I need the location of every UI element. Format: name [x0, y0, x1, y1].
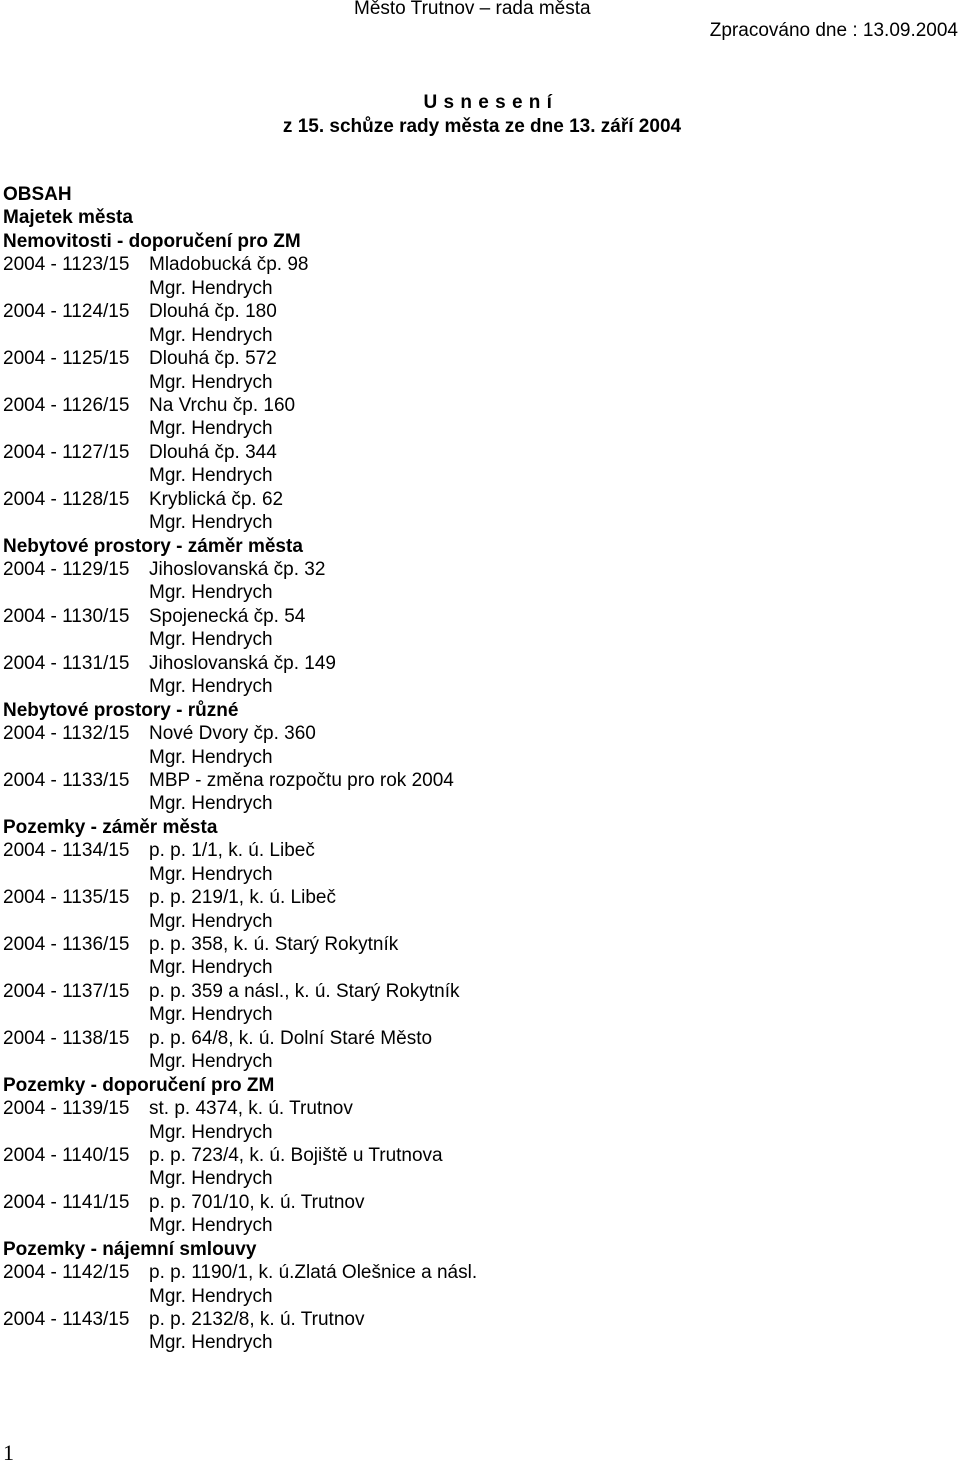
resolution-subject: p. p. 723/4, k. ú. Bojiště u Trutnova [149, 1144, 443, 1166]
resolution-number: 2004 - 1143/15 [3, 1309, 130, 1330]
toc-item [3, 558, 953, 581]
toc-group-heading: Pozemky - nájemní smlouvy [3, 1238, 257, 1260]
toc-group-heading: Nemovitosti - doporučení pro ZM [3, 230, 301, 252]
toc-item [3, 1261, 953, 1284]
toc-item [3, 722, 953, 745]
resolution-number: 2004 - 1132/15 [3, 723, 130, 745]
resolution-number: 2004 - 1139/15 [3, 1098, 130, 1120]
document-subtitle: z 15. schůze rady města ze dne 13. září 2004 [282, 116, 682, 137]
responsible-person: Mgr. Hendrych [149, 957, 273, 979]
responsible-person: Mgr. Hendrych [149, 277, 273, 299]
resolution-number: 2004 - 1141/15 [3, 1191, 130, 1213]
resolution-number: 2004 - 1135/15 [3, 887, 130, 909]
resolution-subject: Spojenecká čp. 54 [149, 605, 306, 627]
resolution-subject: Dlouhá čp. 344 [149, 441, 277, 463]
toc-item [3, 488, 953, 511]
toc-item [3, 605, 953, 628]
toc-heading: OBSAH [3, 184, 72, 205]
toc-item [3, 933, 953, 956]
resolution-subject: Mladobucká čp. 98 [149, 254, 309, 276]
responsible-person: Mgr. Hendrych [149, 1332, 273, 1354]
toc-item [3, 839, 953, 862]
resolution-number: 2004 - 1129/15 [3, 559, 130, 580]
toc-item [3, 441, 953, 464]
responsible-person: Mgr. Hendrych [149, 676, 273, 698]
toc-group-heading: Nebytové prostory - záměr města [3, 535, 303, 557]
toc-item [3, 886, 953, 909]
resolution-subject: p. p. 64/8, k. ú. Dolní Staré Město [149, 1027, 433, 1049]
resolution-subject: Dlouhá čp. 572 [149, 348, 277, 370]
responsible-person: Mgr. Hendrych [149, 1051, 273, 1073]
responsible-person: Mgr. Hendrych [149, 418, 273, 440]
resolution-number: 2004 - 1140/15 [3, 1144, 130, 1166]
resolution-subject: p. p. 358, k. ú. Starý Rokytník [149, 934, 399, 955]
resolution-number: 2004 - 1126/15 [3, 394, 130, 416]
resolution-number: 2004 - 1123/15 [3, 254, 130, 276]
resolution-number: 2004 - 1136/15 [3, 934, 130, 955]
toc-item [3, 394, 953, 417]
resolution-subject: p. p. 359 a násl., k. ú. Starý Rokytník [149, 980, 460, 1002]
document-title: U s n e s e n í [423, 92, 553, 113]
responsible-person: Mgr. Hendrych [149, 863, 273, 885]
responsible-person: Mgr. Hendrych [149, 1215, 273, 1237]
toc-item [3, 347, 953, 370]
toc-item [3, 769, 953, 792]
resolution-number: 2004 - 1124/15 [3, 301, 130, 323]
resolution-number: 2004 - 1130/15 [3, 605, 130, 627]
responsible-person: Mgr. Hendrych [149, 582, 273, 604]
processed-date: Zpracováno dne : 13.09.2004 [709, 20, 958, 41]
responsible-person: Mgr. Hendrych [149, 1121, 273, 1143]
resolution-subject: Na Vrchu čp. 160 [149, 394, 296, 416]
resolution-number: 2004 - 1133/15 [3, 769, 130, 791]
resolution-number: 2004 - 1138/15 [3, 1027, 130, 1049]
toc-item [3, 652, 953, 675]
page-number: 1 [3, 1440, 14, 1465]
resolution-number: 2004 - 1125/15 [3, 348, 130, 370]
toc-groups [3, 230, 953, 1355]
resolution-subject: Jihoslovanská čp. 32 [149, 559, 326, 580]
resolution-number: 2004 - 1131/15 [3, 652, 130, 674]
responsible-person: Mgr. Hendrych [149, 910, 273, 932]
responsible-person: Mgr. Hendrych [149, 746, 273, 768]
resolution-subject: MBP - změna rozpočtu pro rok 2004 [149, 769, 454, 791]
toc-group-heading: Pozemky - záměr města [3, 816, 218, 838]
responsible-person: Mgr. Hendrych [149, 512, 273, 534]
resolution-subject: p. p. 1190/1, k. ú.Zlatá Olešnice a násl. [149, 1262, 478, 1284]
document-header-org: Město Trutnov – rada města [354, 0, 591, 19]
resolution-number: 2004 - 1127/15 [3, 441, 130, 463]
toc-item [3, 1144, 953, 1167]
toc-item [3, 253, 953, 276]
resolution-subject: Nové Dvory čp. 360 [149, 723, 316, 745]
responsible-person: Mgr. Hendrych [149, 629, 273, 651]
responsible-person: Mgr. Hendrych [149, 1168, 273, 1190]
toc-group-heading: Pozemky - doporučení pro ZM [3, 1074, 275, 1096]
table-of-contents [3, 183, 953, 1355]
toc-item [3, 1191, 953, 1214]
toc-group-heading: Nebytové prostory - různé [3, 699, 239, 721]
responsible-person: Mgr. Hendrych [149, 1004, 273, 1026]
toc-item [3, 1027, 953, 1050]
responsible-person: Mgr. Hendrych [149, 1285, 273, 1307]
resolution-number: 2004 - 1137/15 [3, 980, 130, 1002]
toc-item [3, 300, 953, 323]
toc-item [3, 1097, 953, 1120]
resolution-subject: p. p. 2132/8, k. ú. Trutnov [149, 1309, 365, 1330]
resolution-subject: Kryblická čp. 62 [149, 488, 284, 510]
resolution-subject: Jihoslovanská čp. 149 [149, 652, 336, 674]
resolution-subject: st. p. 4374, k. ú. Trutnov [149, 1098, 353, 1120]
responsible-person: Mgr. Hendrych [149, 793, 273, 815]
responsible-person: Mgr. Hendrych [149, 371, 273, 393]
resolution-number: 2004 - 1142/15 [3, 1262, 130, 1284]
toc-item [3, 980, 953, 1003]
resolution-number: 2004 - 1134/15 [3, 840, 130, 862]
resolution-subject: p. p. 1/1, k. ú. Libeč [149, 840, 315, 862]
resolution-subject: p. p. 219/1, k. ú. Libeč [149, 887, 336, 909]
toc-section-title: Majetek města [3, 207, 133, 229]
toc-item [3, 1308, 953, 1331]
responsible-person: Mgr. Hendrych [149, 465, 273, 487]
resolution-subject: Dlouhá čp. 180 [149, 301, 277, 323]
resolution-subject: p. p. 701/10, k. ú. Trutnov [149, 1191, 365, 1213]
responsible-person: Mgr. Hendrych [149, 324, 273, 346]
resolution-number: 2004 - 1128/15 [3, 488, 130, 510]
